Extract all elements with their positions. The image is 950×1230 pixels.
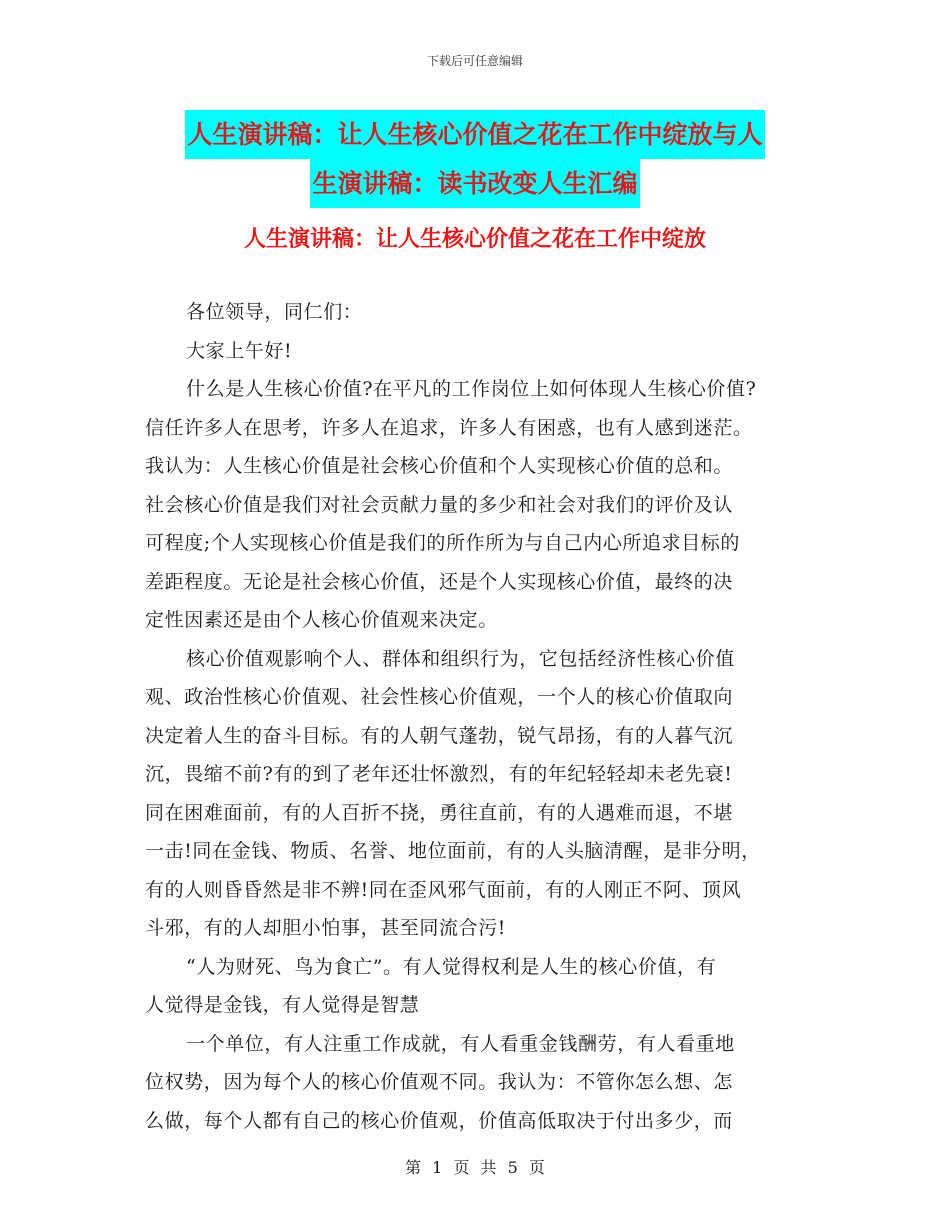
text-line: 人觉得是金钱，有人觉得是智慧 [145,994,420,1016]
text-line: 观、政治性核心价值观、社会性核心价值观，一个人的核心价值取向 [145,686,734,708]
text-line: 一击!同在金钱、物质、名誉、地位面前，有的人头脑清醒，是非分明， [145,840,761,862]
text-line: 有的人则昏昏然是非不辨!同在歪风邪气面前，有的人刚正不阿、顶风 [145,878,742,901]
section-heading: 人生演讲稿：让人生核心价值之花在工作中绽放 [243,227,706,252]
text-line: 差距程度。无论是社会核心价值，还是个人实现核心价值，最终的决 [145,570,734,593]
page-header: 下载后可任意编辑 [426,54,523,68]
text-line: 一个单位，有人注重工作成就，有人看重金钱酬劳，有人看重地 [186,1032,735,1055]
text-line: “人为财死、鸟为食亡”。有人觉得权利是人生的核心价值，有 [186,955,717,978]
page-footer: 第 1 页 共 5 页 [405,1158,545,1177]
text-line: 沉，畏缩不前?有的到了老年还壮怀激烈，有的年纪轻轻却未老先衰! [145,763,733,785]
title-line-2: 生演讲稿：读书改变人生汇编 [310,159,639,208]
text-line: 信任许多人在思考，许多人在追求，许多人有困惑，也有人感到迷茫。 [145,416,753,439]
text-line: 社会核心价值是我们对社会贡献力量的多少和社会对我们的评价及认 [145,493,734,516]
text-line: 核心价值观影响个人、群体和组织行为，它包括经济性核心价值 [186,647,735,670]
text-line: 么做，每个人都有自己的核心价值观，价值高低取决于付出多少，而 [145,1109,734,1132]
text-line: 各位领导，同仁们： [186,301,363,323]
text-line: 同在困难面前，有的人百折不挠，勇往直前，有的人遇难而退，不堪 [145,801,734,824]
body-text [145,293,825,1140]
text-line: 大家上午好! [186,339,293,362]
text-line: 可程度;个人实现核心价值是我们的所作所为与自己内心所追求目标的 [145,532,741,554]
text-line: 斗邪，有的人却胆小怕事，甚至同流合污! [145,917,507,939]
text-line: 位权势，因为每个人的核心价值观不同。我认为：不管你怎么想、怎 [145,1071,734,1093]
text-line: 什么是人生核心价值?在平凡的工作岗位上如何体现人生核心价值? [186,378,757,400]
title-line-1: 人生演讲稿：让人生核心价值之花在工作中绽放与人 [185,110,764,159]
text-line: 定性因素还是由个人核心价值观来决定。 [145,609,498,631]
text-line: 我认为：人生核心价值是社会核心价值和个人实现核心价值的总和。 [145,455,734,477]
document-title [0,110,950,208]
text-line: 决定着人生的奋斗目标。有的人朝气蓬勃，锐气昂扬，有的人暮气沉 [145,724,734,747]
